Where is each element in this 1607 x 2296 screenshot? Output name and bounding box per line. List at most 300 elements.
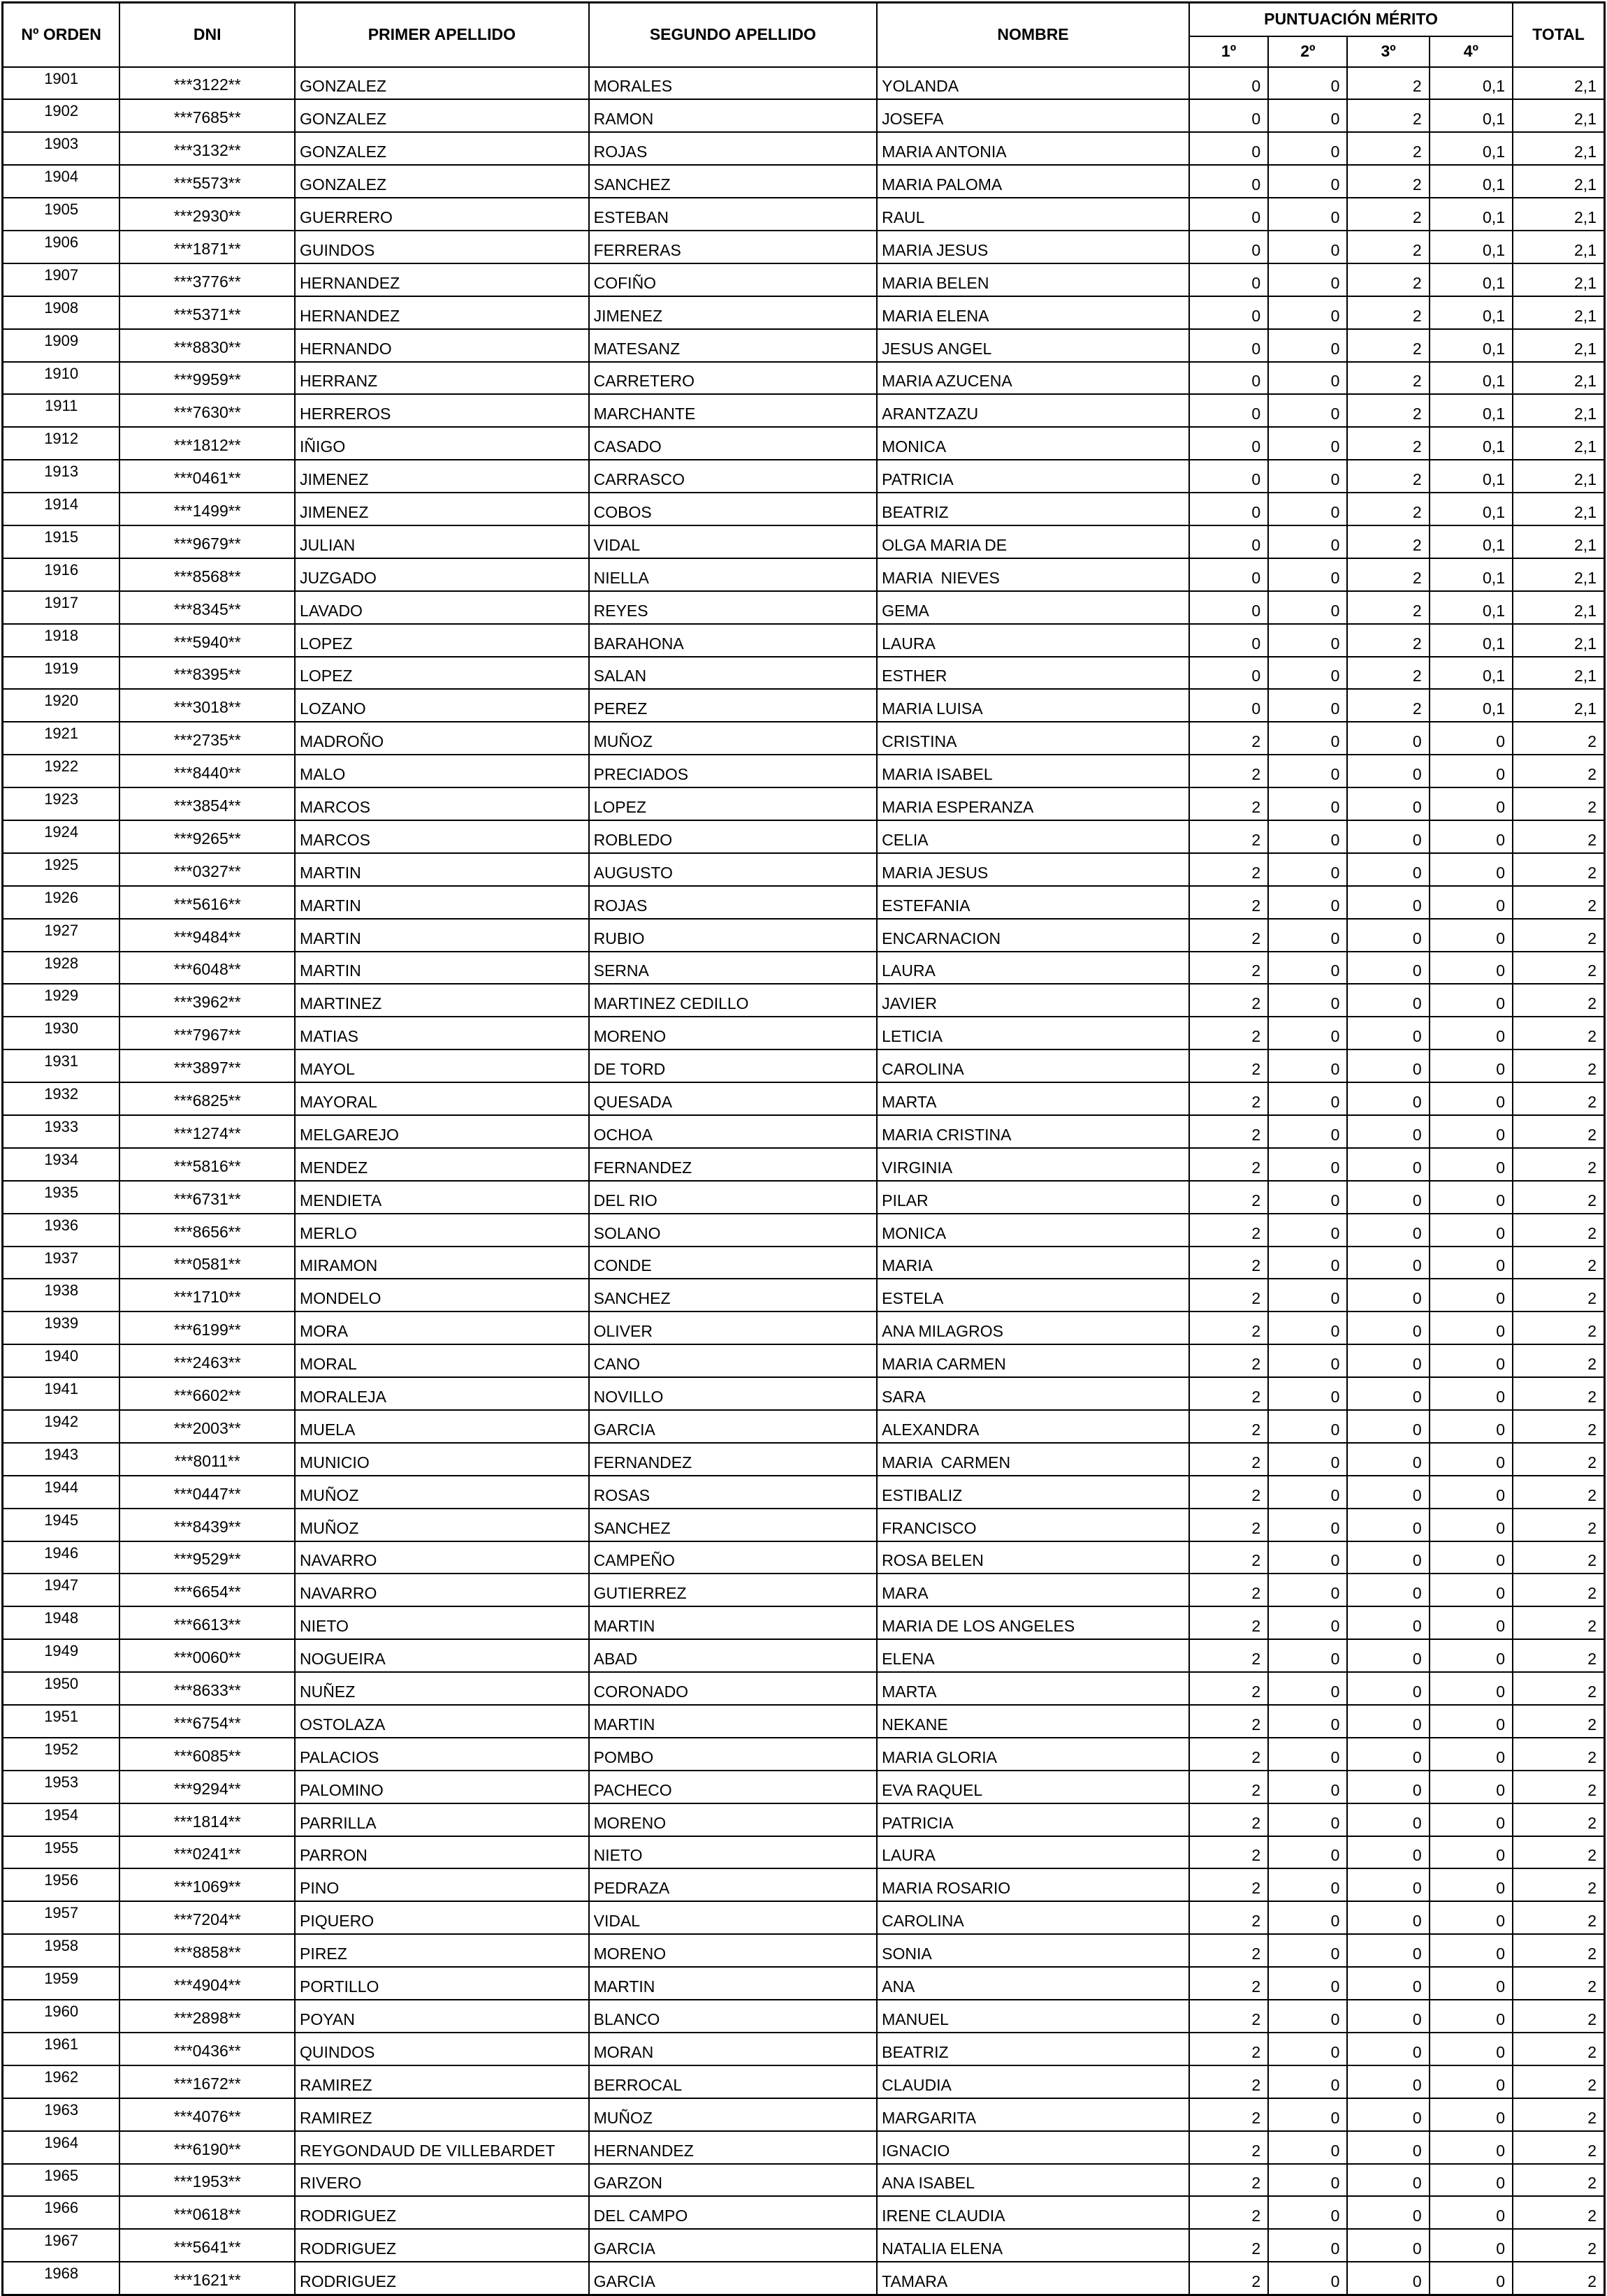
- total-cell: 2: [1513, 1541, 1605, 1574]
- table-row: [3, 1082, 1605, 1115]
- order-number-cell: 1947: [3, 1574, 120, 1606]
- table-row: [3, 853, 1605, 886]
- merit-2-cell: 0: [1268, 296, 1347, 329]
- dni-cell: ***1814**: [119, 1803, 295, 1836]
- header-merit-2: 2º: [1268, 36, 1347, 67]
- merit-1-cell: 0: [1189, 460, 1268, 493]
- total-cell: 2: [1513, 1148, 1605, 1181]
- order-number-cell: 1913: [3, 460, 120, 493]
- first-surname-cell: MARTIN: [295, 886, 589, 919]
- total-cell: 2: [1513, 1017, 1605, 1049]
- table-row: [3, 1836, 1605, 1869]
- second-surname-cell: SOLANO: [589, 1214, 877, 1247]
- total-cell: 2: [1513, 1247, 1605, 1279]
- header-second-surname: SEGUNDO APELLIDO: [589, 3, 877, 67]
- first-surname-cell: GONZALEZ: [295, 67, 589, 100]
- merit-3-cell: 0: [1347, 2131, 1429, 2164]
- merit-1-cell: 0: [1189, 99, 1268, 132]
- first-surname-cell: GONZALEZ: [295, 132, 589, 165]
- name-cell: PATRICIA: [877, 460, 1189, 493]
- merit-3-cell: 0: [1347, 853, 1429, 886]
- order-number-cell: 1929: [3, 984, 120, 1017]
- table-row: [3, 1868, 1605, 1901]
- dni-cell: ***9959**: [119, 362, 295, 395]
- first-surname-cell: MAYORAL: [295, 1082, 589, 1115]
- order-number-cell: 1926: [3, 886, 120, 919]
- merit-2-cell: 0: [1268, 362, 1347, 395]
- merit-4-cell: 0,1: [1430, 165, 1513, 198]
- table-header: [3, 3, 1605, 67]
- name-cell: LAURA: [877, 952, 1189, 984]
- merit-3-cell: 0: [1347, 1017, 1429, 1049]
- dni-cell: ***5371**: [119, 296, 295, 329]
- merit-2-cell: 0: [1268, 657, 1347, 690]
- total-cell: 2: [1513, 1606, 1605, 1639]
- merit-1-cell: 0: [1189, 394, 1268, 427]
- order-number-cell: 1962: [3, 2065, 120, 2098]
- order-number-cell: 1903: [3, 132, 120, 165]
- dni-cell: ***6825**: [119, 1082, 295, 1115]
- order-number-cell: 1910: [3, 362, 120, 395]
- dni-cell: ***9484**: [119, 919, 295, 952]
- merit-2-cell: 0: [1268, 1443, 1347, 1476]
- first-surname-cell: NAVARRO: [295, 1574, 589, 1606]
- merit-4-cell: 0: [1430, 820, 1513, 853]
- total-cell: 2: [1513, 2098, 1605, 2131]
- merit-3-cell: 2: [1347, 493, 1429, 525]
- first-surname-cell: GONZALEZ: [295, 165, 589, 198]
- merit-4-cell: 0: [1430, 1410, 1513, 1443]
- merit-1-cell: 2: [1189, 1279, 1268, 1312]
- dni-cell: ***3854**: [119, 787, 295, 820]
- merit-2-cell: 0: [1268, 1574, 1347, 1606]
- order-number-cell: 1955: [3, 1836, 120, 1869]
- second-surname-cell: MORENO: [589, 1803, 877, 1836]
- merit-1-cell: 2: [1189, 1967, 1268, 2000]
- merit-3-cell: 0: [1347, 820, 1429, 853]
- merit-3-cell: 2: [1347, 198, 1429, 231]
- total-cell: 2: [1513, 919, 1605, 952]
- merit-1-cell: 2: [1189, 1049, 1268, 1082]
- merit-1-cell: 2: [1189, 1868, 1268, 1901]
- dni-cell: ***9294**: [119, 1771, 295, 1803]
- total-cell: 2: [1513, 1836, 1605, 1869]
- name-cell: TAMARA: [877, 2262, 1189, 2295]
- merit-1-cell: 2: [1189, 1934, 1268, 1967]
- merit-2-cell: 0: [1268, 329, 1347, 362]
- second-surname-cell: GARCIA: [589, 2262, 877, 2295]
- total-cell: 2: [1513, 2000, 1605, 2033]
- dni-cell: ***0461**: [119, 460, 295, 493]
- merit-3-cell: 2: [1347, 296, 1429, 329]
- first-surname-cell: HERNANDEZ: [295, 263, 589, 296]
- second-surname-cell: FERNANDEZ: [589, 1443, 877, 1476]
- first-surname-cell: JIMENEZ: [295, 493, 589, 525]
- merit-2-cell: 0: [1268, 67, 1347, 100]
- table-row: [3, 132, 1605, 165]
- dni-cell: ***3018**: [119, 689, 295, 722]
- merit-1-cell: 2: [1189, 952, 1268, 984]
- table-row: [3, 1247, 1605, 1279]
- second-surname-cell: CORONADO: [589, 1672, 877, 1705]
- merit-2-cell: 0: [1268, 1901, 1347, 1934]
- dni-cell: ***9265**: [119, 820, 295, 853]
- table-row: [3, 525, 1605, 558]
- merit-1-cell: 2: [1189, 1443, 1268, 1476]
- first-surname-cell: LOZANO: [295, 689, 589, 722]
- merit-3-cell: 0: [1347, 1771, 1429, 1803]
- second-surname-cell: BERROCAL: [589, 2065, 877, 2098]
- merit-2-cell: 0: [1268, 460, 1347, 493]
- merit-3-cell: 2: [1347, 132, 1429, 165]
- dni-cell: ***0327**: [119, 853, 295, 886]
- order-number-cell: 1967: [3, 2229, 120, 2262]
- merit-3-cell: 0: [1347, 1115, 1429, 1148]
- merit-4-cell: 0,1: [1430, 296, 1513, 329]
- table-row: [3, 165, 1605, 198]
- first-surname-cell: MENDEZ: [295, 1148, 589, 1181]
- total-cell: 2,1: [1513, 296, 1605, 329]
- merit-1-cell: 2: [1189, 2065, 1268, 2098]
- total-cell: 2: [1513, 1705, 1605, 1738]
- second-surname-cell: LOPEZ: [589, 787, 877, 820]
- second-surname-cell: PACHECO: [589, 1771, 877, 1803]
- table-row: [3, 886, 1605, 919]
- merit-2-cell: 0: [1268, 1214, 1347, 1247]
- merit-3-cell: 0: [1347, 722, 1429, 755]
- second-surname-cell: CAMPEÑO: [589, 1541, 877, 1574]
- merit-2-cell: 0: [1268, 2098, 1347, 2131]
- order-number-cell: 1932: [3, 1082, 120, 1115]
- merit-3-cell: 0: [1347, 1934, 1429, 1967]
- order-number-cell: 1922: [3, 755, 120, 787]
- merit-4-cell: 0: [1430, 1509, 1513, 1541]
- merit-3-cell: 2: [1347, 525, 1429, 558]
- merit-1-cell: 0: [1189, 231, 1268, 263]
- second-surname-cell: CARRETERO: [589, 362, 877, 395]
- dni-cell: ***6085**: [119, 1738, 295, 1771]
- merit-1-cell: 2: [1189, 1377, 1268, 1410]
- merit-1-cell: 0: [1189, 493, 1268, 525]
- merit-3-cell: 0: [1347, 1181, 1429, 1214]
- total-cell: 2: [1513, 1344, 1605, 1377]
- name-cell: MARGARITA: [877, 2098, 1189, 2131]
- second-surname-cell: ROBLEDO: [589, 820, 877, 853]
- order-number-cell: 1931: [3, 1049, 120, 1082]
- merit-4-cell: 0: [1430, 2000, 1513, 2033]
- merit-1-cell: 2: [1189, 1738, 1268, 1771]
- order-number-cell: 1948: [3, 1606, 120, 1639]
- merit-1-cell: 2: [1189, 1705, 1268, 1738]
- total-cell: 2: [1513, 2131, 1605, 2164]
- name-cell: IRENE CLAUDIA: [877, 2196, 1189, 2229]
- merit-1-cell: 0: [1189, 591, 1268, 624]
- total-cell: 2: [1513, 1377, 1605, 1410]
- header-first-surname: PRIMER APELLIDO: [295, 3, 589, 67]
- second-surname-cell: BLANCO: [589, 2000, 877, 2033]
- order-number-cell: 1925: [3, 853, 120, 886]
- order-number-cell: 1944: [3, 1476, 120, 1509]
- dni-cell: ***0436**: [119, 2033, 295, 2065]
- merit-4-cell: 0: [1430, 1247, 1513, 1279]
- second-surname-cell: HERNANDEZ: [589, 2131, 877, 2164]
- first-surname-cell: MARTIN: [295, 919, 589, 952]
- order-number-cell: 1930: [3, 1017, 120, 1049]
- merit-2-cell: 0: [1268, 1509, 1347, 1541]
- header-merit-group: PUNTUACIÓN MÉRITO: [1189, 3, 1513, 36]
- total-cell: 2: [1513, 1181, 1605, 1214]
- merit-2-cell: 0: [1268, 394, 1347, 427]
- table-row: [3, 820, 1605, 853]
- merit-2-cell: 0: [1268, 132, 1347, 165]
- first-surname-cell: PIREZ: [295, 1934, 589, 1967]
- merit-2-cell: 0: [1268, 1738, 1347, 1771]
- table-row: [3, 2229, 1605, 2262]
- order-number-cell: 1934: [3, 1148, 120, 1181]
- first-surname-cell: GONZALEZ: [295, 99, 589, 132]
- first-surname-cell: MORAL: [295, 1344, 589, 1377]
- name-cell: MARIA AZUCENA: [877, 362, 1189, 395]
- dni-cell: ***1710**: [119, 1279, 295, 1312]
- dni-cell: ***8830**: [119, 329, 295, 362]
- total-cell: 2,1: [1513, 493, 1605, 525]
- total-cell: 2: [1513, 1574, 1605, 1606]
- merit-2-cell: 0: [1268, 1705, 1347, 1738]
- second-surname-cell: MATESANZ: [589, 329, 877, 362]
- header-merit-1: 1º: [1189, 36, 1268, 67]
- total-cell: 2: [1513, 1082, 1605, 1115]
- merit-1-cell: 2: [1189, 1541, 1268, 1574]
- table-row: [3, 2262, 1605, 2295]
- merit-4-cell: 0: [1430, 2131, 1513, 2164]
- total-cell: 2: [1513, 1214, 1605, 1247]
- order-number-cell: 1907: [3, 263, 120, 296]
- second-surname-cell: RUBIO: [589, 919, 877, 952]
- first-surname-cell: JULIAN: [295, 525, 589, 558]
- merit-2-cell: 0: [1268, 198, 1347, 231]
- name-cell: MARIA PALOMA: [877, 165, 1189, 198]
- dni-cell: ***6654**: [119, 1574, 295, 1606]
- order-number-cell: 1906: [3, 231, 120, 263]
- dni-cell: ***8011**: [119, 1443, 295, 1476]
- second-surname-cell: MARTIN: [589, 1606, 877, 1639]
- merit-3-cell: 2: [1347, 329, 1429, 362]
- merit-4-cell: 0,1: [1430, 99, 1513, 132]
- dni-cell: ***0618**: [119, 2196, 295, 2229]
- order-number-cell: 1911: [3, 394, 120, 427]
- merit-3-cell: 0: [1347, 1705, 1429, 1738]
- merit-2-cell: 0: [1268, 1247, 1347, 1279]
- first-surname-cell: RAMIREZ: [295, 2065, 589, 2098]
- header-dni: DNI: [119, 3, 295, 67]
- first-surname-cell: MUÑOZ: [295, 1509, 589, 1541]
- total-cell: 2: [1513, 1803, 1605, 1836]
- merit-2-cell: 0: [1268, 1476, 1347, 1509]
- order-number-cell: 1924: [3, 820, 120, 853]
- merit-2-cell: 0: [1268, 1836, 1347, 1869]
- merit-3-cell: 2: [1347, 657, 1429, 690]
- second-surname-cell: BARAHONA: [589, 624, 877, 657]
- order-number-cell: 1963: [3, 2098, 120, 2131]
- name-cell: MARIA DE LOS ANGELES: [877, 1606, 1189, 1639]
- first-surname-cell: LOPEZ: [295, 657, 589, 690]
- table-row: [3, 1115, 1605, 1148]
- total-cell: 2: [1513, 1901, 1605, 1934]
- dni-cell: ***6199**: [119, 1312, 295, 1344]
- total-cell: 2: [1513, 952, 1605, 984]
- first-surname-cell: RAMIREZ: [295, 2098, 589, 2131]
- merit-1-cell: 2: [1189, 853, 1268, 886]
- total-cell: 2,1: [1513, 329, 1605, 362]
- name-cell: ESTELA: [877, 1279, 1189, 1312]
- merit-1-cell: 2: [1189, 1771, 1268, 1803]
- second-surname-cell: MORAN: [589, 2033, 877, 2065]
- merit-4-cell: 0: [1430, 2033, 1513, 2065]
- merit-1-cell: 2: [1189, 1181, 1268, 1214]
- total-cell: 2: [1513, 1312, 1605, 1344]
- merit-4-cell: 0: [1430, 1115, 1513, 1148]
- header-merit-3: 3º: [1347, 36, 1429, 67]
- merit-1-cell: 0: [1189, 362, 1268, 395]
- table-row: [3, 2131, 1605, 2164]
- second-surname-cell: MARTIN: [589, 1705, 877, 1738]
- table-body: [3, 67, 1605, 2295]
- total-cell: 2,1: [1513, 198, 1605, 231]
- merit-3-cell: 0: [1347, 2098, 1429, 2131]
- dni-cell: ***6731**: [119, 1181, 295, 1214]
- order-number-cell: 1919: [3, 657, 120, 690]
- second-surname-cell: PEDRAZA: [589, 1868, 877, 1901]
- merit-score-table: [1, 1, 1606, 2296]
- merit-4-cell: 0,1: [1430, 198, 1513, 231]
- table-row: [3, 1541, 1605, 1574]
- merit-4-cell: 0,1: [1430, 329, 1513, 362]
- merit-3-cell: 0: [1347, 1639, 1429, 1672]
- merit-4-cell: 0,1: [1430, 362, 1513, 395]
- total-cell: 2,1: [1513, 427, 1605, 460]
- second-surname-cell: FERNANDEZ: [589, 1148, 877, 1181]
- merit-1-cell: 2: [1189, 1214, 1268, 1247]
- first-surname-cell: RODRIGUEZ: [295, 2229, 589, 2262]
- first-surname-cell: GUERRERO: [295, 198, 589, 231]
- header-merit-4: 4º: [1430, 36, 1513, 67]
- merit-4-cell: 0: [1430, 886, 1513, 919]
- table-row: [3, 1509, 1605, 1541]
- merit-2-cell: 0: [1268, 886, 1347, 919]
- first-surname-cell: OSTOLAZA: [295, 1705, 589, 1738]
- order-number-cell: 1909: [3, 329, 120, 362]
- name-cell: ANA ISABEL: [877, 2164, 1189, 2197]
- merit-3-cell: 0: [1347, 2033, 1429, 2065]
- name-cell: OLGA MARIA DE: [877, 525, 1189, 558]
- table-row: [3, 919, 1605, 952]
- dni-cell: ***8439**: [119, 1509, 295, 1541]
- merit-4-cell: 0: [1430, 952, 1513, 984]
- merit-2-cell: 0: [1268, 689, 1347, 722]
- first-surname-cell: MENDIETA: [295, 1181, 589, 1214]
- merit-2-cell: 0: [1268, 1934, 1347, 1967]
- first-surname-cell: MUNICIO: [295, 1443, 589, 1476]
- second-surname-cell: GARCIA: [589, 2229, 877, 2262]
- second-surname-cell: COFIÑO: [589, 263, 877, 296]
- merit-3-cell: 0: [1347, 1606, 1429, 1639]
- dni-cell: ***7204**: [119, 1901, 295, 1934]
- first-surname-cell: LOPEZ: [295, 624, 589, 657]
- merit-2-cell: 0: [1268, 1017, 1347, 1049]
- merit-2-cell: 0: [1268, 755, 1347, 787]
- merit-4-cell: 0: [1430, 1049, 1513, 1082]
- total-cell: 2,1: [1513, 657, 1605, 690]
- total-cell: 2,1: [1513, 165, 1605, 198]
- first-surname-cell: MAYOL: [295, 1049, 589, 1082]
- merit-1-cell: 0: [1189, 657, 1268, 690]
- merit-3-cell: 2: [1347, 99, 1429, 132]
- second-surname-cell: SALAN: [589, 657, 877, 690]
- merit-4-cell: 0: [1430, 2229, 1513, 2262]
- merit-3-cell: 2: [1347, 624, 1429, 657]
- name-cell: MARTA: [877, 1672, 1189, 1705]
- merit-4-cell: 0: [1430, 1574, 1513, 1606]
- first-surname-cell: MONDELO: [295, 1279, 589, 1312]
- merit-2-cell: 0: [1268, 1279, 1347, 1312]
- merit-3-cell: 2: [1347, 263, 1429, 296]
- merit-2-cell: 0: [1268, 99, 1347, 132]
- merit-1-cell: 2: [1189, 1606, 1268, 1639]
- dni-cell: ***0241**: [119, 1836, 295, 1869]
- order-number-cell: 1959: [3, 1967, 120, 2000]
- merit-4-cell: 0,1: [1430, 657, 1513, 690]
- merit-1-cell: 2: [1189, 2033, 1268, 2065]
- dni-cell: ***2930**: [119, 198, 295, 231]
- name-cell: ROSA BELEN: [877, 1541, 1189, 1574]
- second-surname-cell: CANO: [589, 1344, 877, 1377]
- order-number-cell: 1966: [3, 2196, 120, 2229]
- merit-4-cell: 0: [1430, 1934, 1513, 1967]
- second-surname-cell: MORALES: [589, 67, 877, 100]
- merit-4-cell: 0: [1430, 1377, 1513, 1410]
- total-cell: 2: [1513, 1476, 1605, 1509]
- order-number-cell: 1957: [3, 1901, 120, 1934]
- name-cell: GEMA: [877, 591, 1189, 624]
- merit-2-cell: 0: [1268, 1606, 1347, 1639]
- merit-4-cell: 0,1: [1430, 624, 1513, 657]
- table-row: [3, 2164, 1605, 2197]
- total-cell: 2: [1513, 1967, 1605, 2000]
- merit-3-cell: 0: [1347, 1509, 1429, 1541]
- name-cell: IGNACIO: [877, 2131, 1189, 2164]
- total-cell: 2,1: [1513, 460, 1605, 493]
- second-surname-cell: SANCHEZ: [589, 165, 877, 198]
- dni-cell: ***8345**: [119, 591, 295, 624]
- name-cell: LAURA: [877, 624, 1189, 657]
- name-cell: MARTA: [877, 1082, 1189, 1115]
- total-cell: 2: [1513, 2033, 1605, 2065]
- total-cell: 2: [1513, 820, 1605, 853]
- table-row: [3, 329, 1605, 362]
- order-number-cell: 1950: [3, 1672, 120, 1705]
- merit-3-cell: 0: [1347, 2196, 1429, 2229]
- merit-4-cell: 0: [1430, 2098, 1513, 2131]
- second-surname-cell: MORENO: [589, 1017, 877, 1049]
- first-surname-cell: PINO: [295, 1868, 589, 1901]
- first-surname-cell: MADROÑO: [295, 722, 589, 755]
- second-surname-cell: SANCHEZ: [589, 1509, 877, 1541]
- merit-1-cell: 2: [1189, 1410, 1268, 1443]
- merit-2-cell: 0: [1268, 624, 1347, 657]
- header-order: Nº ORDEN: [3, 3, 120, 67]
- table-row: [3, 1738, 1605, 1771]
- merit-1-cell: 2: [1189, 2164, 1268, 2197]
